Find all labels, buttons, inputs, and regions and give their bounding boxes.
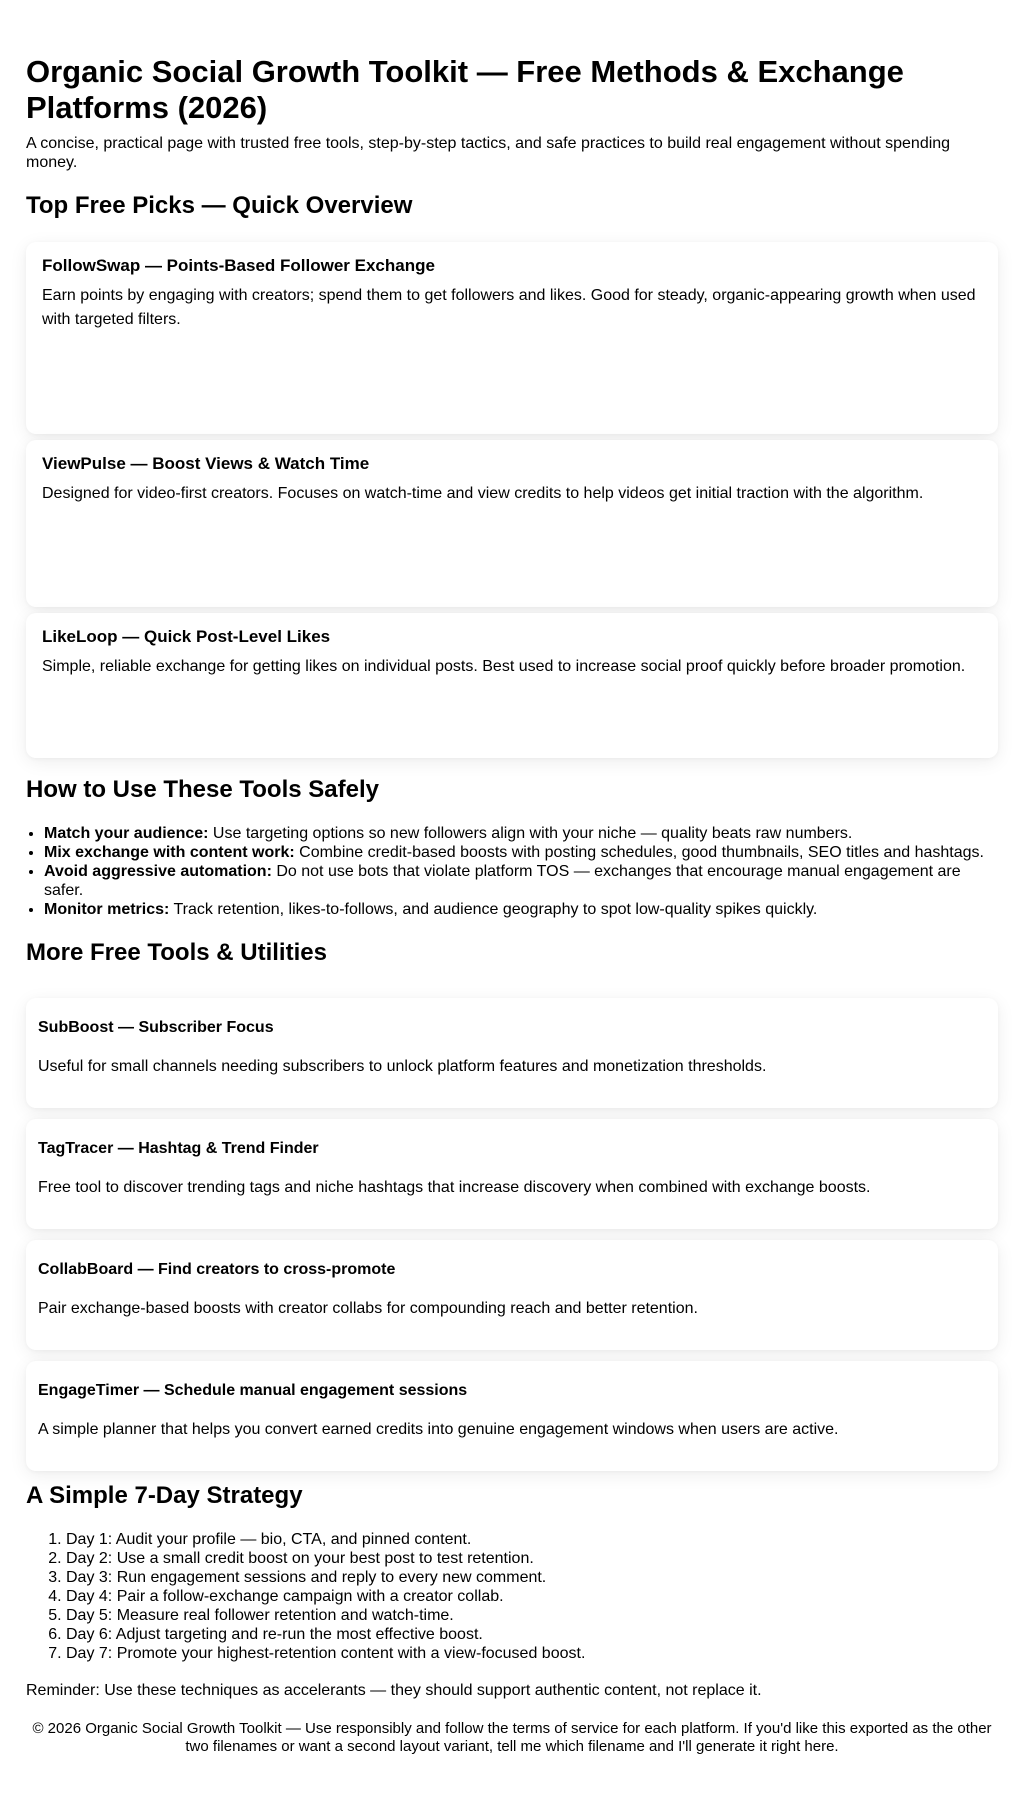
safety-item-label: Monitor metrics: [44,901,170,918]
tool-description: Pair exchange-based boosts with creator collabs for compounding reach and better retention. [38,1300,698,1317]
safety-item-text: Use targeting options so new followers align with your niche — quality beats raw numbers. [208,825,853,842]
tool-title: EngageTimer — Schedule manual engagement sessions [38,1382,468,1399]
strategy-heading: A Simple 7-Day Strategy [26,1482,303,1509]
top-picks-list [26,240,998,758]
safety-item-text: Track retention, likes-to-follows, and audience geography to spot low-quality spikes quickly. [169,901,818,918]
strategy-step: 6. Day 6: Adjust targeting and re-run the most effective boost. [66,1625,998,1644]
tool-card-engagetimer [26,1361,998,1471]
tool-title: CollabBoard — Find creators to cross-promote [38,1261,396,1278]
strategy-reminder: Reminder: Use these techniques as accelerants — they should support authentic content, not replace it. [26,1682,762,1699]
safety-item-label: Avoid aggressive automation: [44,863,272,880]
pick-description: Simple, reliable exchange for getting likes on individual posts. Best used to increase social proof quickly before broader promotion. [42,658,966,675]
safety-heading: How to Use These Tools Safely [26,776,379,803]
safety-item [44,824,998,843]
safety-item-text: Combine credit-based boosts with posting schedules, good thumbnails, SEO titles and hashtags. [294,844,984,861]
strategy-step: 2. Day 2: Use a small credit boost on your best post to test retention. [66,1549,998,1568]
tool-card-collabboard [26,1240,998,1350]
pick-card-likeloop [26,613,998,758]
safety-item-label: Mix exchange with content work: [44,844,295,861]
safety-item [44,900,998,919]
top-picks-heading: Top Free Picks — Quick Overview [26,192,413,219]
tool-card-subboost [26,998,998,1108]
page-footer: © 2026 Organic Social Growth Toolkit — Use responsibly and follow the terms of service for each platform. If you'd like this exported as the other two filenames or want a second layout variant, tell me which filename and I'll generate it right here. [32,1720,992,1755]
page-intro: A concise, practical page with trusted free tools, step-by-step tactics, and safe practices to build real engagement without spending money. [26,135,951,171]
strategy-step: 4. Day 4: Pair a follow-exchange campaign with a creator collab. [66,1587,998,1606]
pick-card-followswap [26,242,998,434]
tool-description: Useful for small channels needing subscribers to unlock platform features and monetization thresholds. [38,1058,767,1075]
tool-title: TagTracer — Hashtag & Trend Finder [38,1140,319,1157]
safety-item-text: Do not use bots that violate platform TOS — exchanges that encourage manual engagement are safer. [44,863,961,899]
strategy-step: 7. Day 7: Promote your highest-retention content with a view-focused boost. [66,1644,998,1663]
pick-title: LikeLoop — Quick Post-Level Likes [42,627,331,646]
more-tools-list [26,987,998,1471]
safety-item [44,862,998,900]
strategy-step: 5. Day 5: Measure real follower retention and watch-time. [66,1606,998,1625]
pick-description: Designed for video-first creators. Focuses on watch-time and view credits to help videos get initial traction with the algorithm. [42,485,924,502]
safety-item [44,843,998,862]
tool-description: A simple planner that helps you convert earned credits into genuine engagement windows when users are active. [38,1421,839,1438]
pick-card-viewpulse [26,440,998,607]
tool-card-tagtracer [26,1119,998,1229]
strategy-step: 3. Day 3: Run engagement sessions and reply to every new comment. [66,1568,998,1587]
strategy-list [26,1530,998,1663]
tool-description: Free tool to discover trending tags and niche hashtags that increase discovery when combined with exchange boosts. [38,1179,871,1196]
pick-description: Earn points by engaging with creators; spend them to get followers and likes. Good for steady, organic-appearing growth when used with targeted filters. [42,287,976,328]
more-tools-heading: More Free Tools & Utilities [26,939,327,966]
safety-list [26,824,998,919]
safety-item-label: Match your audience: [44,825,209,842]
strategy-step: 1. Day 1: Audit your profile — bio, CTA, and pinned content. [66,1530,998,1549]
page-title: Organic Social Growth Toolkit — Free Methods & Exchange Platforms (2026) [26,54,904,125]
pick-title: FollowSwap — Points-Based Follower Exchange [42,256,435,275]
pick-title: ViewPulse — Boost Views & Watch Time [42,454,370,473]
tool-title: SubBoost — Subscriber Focus [38,1019,274,1036]
